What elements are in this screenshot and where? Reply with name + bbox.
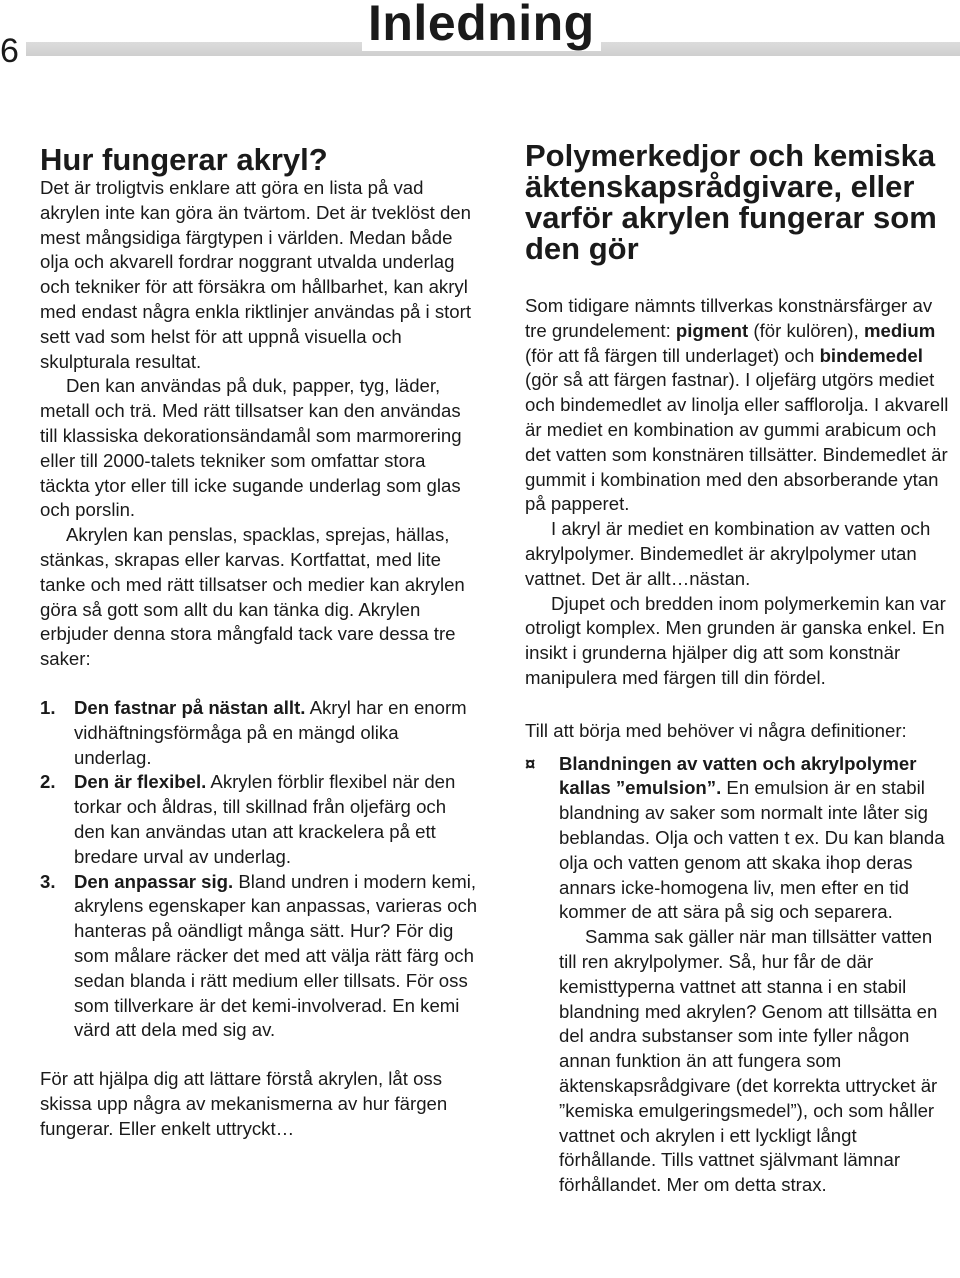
list-number: 3. bbox=[40, 870, 56, 892]
list-item-title: Den fastnar på nästan allt. bbox=[74, 696, 306, 718]
numbered-list bbox=[40, 696, 480, 1043]
left-column bbox=[40, 140, 480, 1141]
spacer bbox=[40, 1043, 480, 1067]
list-item-title: Den anpassar sig. bbox=[74, 870, 234, 892]
section-heading: Hur fungerar akryl? bbox=[40, 142, 328, 177]
list-item-text: Bland undren i modern kemi, akrylens egenskaper kan anpassas, varieras och hanteras på oändligt många sätt. Hur? För dig som målare räcker det med att välja rätt färg och sedan blanda i rätt medium eller tillsats. För oss som tillverkare är det kemi-involverad. En kemi värd att dela med sig av. bbox=[74, 870, 478, 1041]
text: (gör så att färgen fastnar). I oljefärg utgörs mediet och bindemedlet av linolja eller safflorolja. I akvarell är mediet en kombination av gummi arabicum och det vatten som konstnären tillsätter. Bindemedlet är gummit i kombination med den absorberande ytan på papperet. bbox=[525, 369, 949, 515]
list-item-text: Akryl har en enorm vidhäftningsförmåga på en mängd olika underlag. bbox=[74, 696, 467, 768]
list-item-text: Akrylen förblir flexibel när den torkar och åldras, till skillnad från oljefärg och den kan användas utan att krackelera på ett bredare urval av underlag. bbox=[74, 771, 456, 867]
bullet-item bbox=[525, 752, 950, 1198]
term-bindemedel: bindemedel bbox=[819, 344, 923, 366]
list-item bbox=[40, 696, 480, 770]
list-item-title: Den är flexibel. bbox=[74, 771, 207, 793]
right-column bbox=[525, 140, 950, 1198]
term-medium: medium bbox=[863, 319, 936, 341]
term-pigment: pigment bbox=[675, 319, 749, 341]
spacer bbox=[525, 264, 950, 294]
paragraph bbox=[525, 294, 950, 517]
paragraph: Djupet och bredden inom polymerkemin kan var otroligt komplex. Men grunden är ganska enkel. En insikt i grunderna hjälper dig att som konstnär manipulera med färgen till din fördel. bbox=[525, 592, 946, 688]
spacer bbox=[40, 672, 480, 696]
paragraph: Akrylen kan penslas, spacklas, sprejas, hällas, stänkas, skrapas eller karvas. Kortfattat, med lite tanke och med rätt tillsatser och medier kan akrylen göra så gott som allt du kan tänka dig. Akrylen erbjuder denna stora mångfald tack vare dessa tre saker: bbox=[40, 524, 465, 670]
list-number: 2. bbox=[40, 771, 56, 793]
paragraph: Samma sak gäller när man tillsätter vatten till ren akrylpolymer. Så, hur får de där kemisttyperna vattnet att stanna i en stabil blandning med akrylen? Genom att tillsätta en del andra substanser som inte fyller någon annan funktion än att fungera som äktenskapsrådgivare (det korrekta uttrycket är ”kemiska emulgeringsmedel”), och som håller vattnet och akrylen i ett lyckligt långt förhållande. Tills vattnet självmant lämnar förhållandet. Mer om detta strax. bbox=[559, 926, 938, 1196]
text: (för att få färgen till underlaget) och bbox=[525, 344, 820, 366]
bullet-text: En emulsion är en stabil blandning av saker som normalt inte låter sig beblandas. Olja och vatten t ex. Du kan blanda olja och vatten genom att skaka ihop deras annars icke-homogena liv, men efter en tid kommer de att sära på sig och separera. bbox=[559, 777, 945, 923]
paragraph: I akryl är mediet en kombination av vatten och akrylpolymer. Bindemedlet är akrylpolymer utan vattnet. Det är allt…nästan. bbox=[525, 518, 931, 589]
paragraph: Till att börja med behöver vi några definitioner: bbox=[525, 719, 907, 741]
spacer bbox=[525, 744, 950, 752]
page-number: 6 bbox=[0, 32, 19, 70]
list-item bbox=[40, 770, 480, 869]
text: Som tidigare nämnts tillverkas konstnärsfärger av tre grundelement: bbox=[525, 295, 933, 341]
list-number: 1. bbox=[40, 696, 56, 718]
text: (för kulören), bbox=[748, 319, 864, 341]
chapter-title: Inledning bbox=[362, 0, 601, 51]
bullet-icon: ¤ bbox=[525, 752, 536, 774]
paragraph bbox=[559, 752, 950, 926]
paragraph: För att hjälpa dig att lättare förstå akrylen, låt oss skissa upp några av mekanismerna av hur färgen fungerar. Eller enkelt uttryckt… bbox=[40, 1068, 448, 1139]
paragraph: Det är troligtvis enklare att göra en lista på vad akrylen inte kan göra än tvärtom. Det är tveklöst den mest mångsidiga färgtypen i världen. Medan både olja och akvarell fordrar noggrant utvalda underlag och tekniker för att försäkra om hållbarhet, kan akryl med endast några enkla riktlinjer användas på i stort sett vad som helst för att uppnå visuella och skulpturala resultat. bbox=[40, 177, 471, 372]
list-item bbox=[40, 870, 480, 1044]
bullet-title: Blandningen av vatten och akrylpolymer kallas ”emulsion”. bbox=[559, 752, 917, 799]
paragraph: Den kan användas på duk, papper, tyg, läder, metall och trä. Med rätt tillsatser kan den användas till klassiska dekorationsändamål som marmorering eller till 2000-talets tekniker som omfattar stora täckta ytor eller till icke sugande underlag som glas och porslin. bbox=[40, 375, 462, 521]
section-heading: Polymerkedjor och kemiska äktenskapsrådgivare, eller varför akrylen fungerar som den gör bbox=[525, 138, 937, 266]
spacer bbox=[525, 691, 950, 719]
